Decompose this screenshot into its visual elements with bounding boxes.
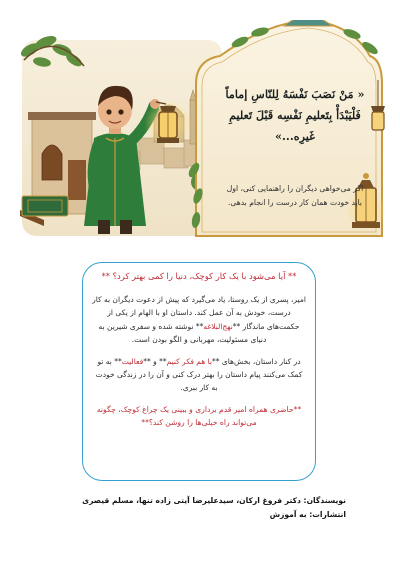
quote-translation: اگر می‌خواهی دیگران را راهنمایی کنی، اول باید خودت همان کار درست را انجام بدهی. — [226, 184, 364, 207]
book-title-highlight: نهج‌البلاغه — [203, 321, 233, 331]
summary-closing-question: **حاضری همراه امیر قدم برداری و ببینی یک چراغ کوچک، چگونه می‌تواند راه خیلی‌ها را روشن کند؟** — [96, 404, 302, 428]
hadith-quote: « مَنْ نَصَبَ نَفْسَهُ لِلنّاسِ إماماً فَلْيَبْدَأْ بِتَعليمِ نَفْسِه قَبْلَ تَعليمِ غَيرِه...» — [225, 87, 365, 143]
section-name-highlight: با هم فکر کنیم — [166, 356, 213, 366]
summary-text: ** به تو کمک می‌کنند پیام داستان را بهتر درک کنی و آن را در زندگی خودت به کار ببری. — [95, 356, 303, 393]
summary-paragraph-activities — [92, 355, 306, 395]
summary-box — [82, 262, 316, 481]
credits — [46, 494, 346, 522]
quote-card — [206, 60, 384, 252]
summary-text: ** نوشته شده و سفری شیرین به دنیای مسئولیت، مهربانی و الگو بودن است. — [98, 321, 267, 345]
cover-illustration — [14, 20, 386, 244]
summary-text: ** و ** — [143, 356, 167, 366]
authors-line: نویسندگان: دکتر فروغ ارکان، سیدعلیرضا آیتی زاده تنها، مسلم قیصری — [82, 496, 346, 505]
publisher-line: انتشارات: به آموزش — [269, 510, 346, 519]
summary-text: امیر، پسری از یک روستا، یاد می‌گیرد که پیش از دعوت دیگران به کار درست، خودش به آن عمل کند. داستان او با الهام از یکی از حکمت‌های ماندگار ** — [92, 295, 306, 331]
held-lantern — [144, 100, 192, 148]
section-name-highlight: فعالیت — [121, 356, 144, 366]
summary-paragraph-story — [92, 293, 306, 347]
summary-text: در کنار داستان، بخش‌های ** — [212, 356, 301, 366]
summary-headline: ** آیا می‌شود با یک کار کوچک، دنیا را کمی بهتر کرد؟ ** — [101, 271, 297, 281]
